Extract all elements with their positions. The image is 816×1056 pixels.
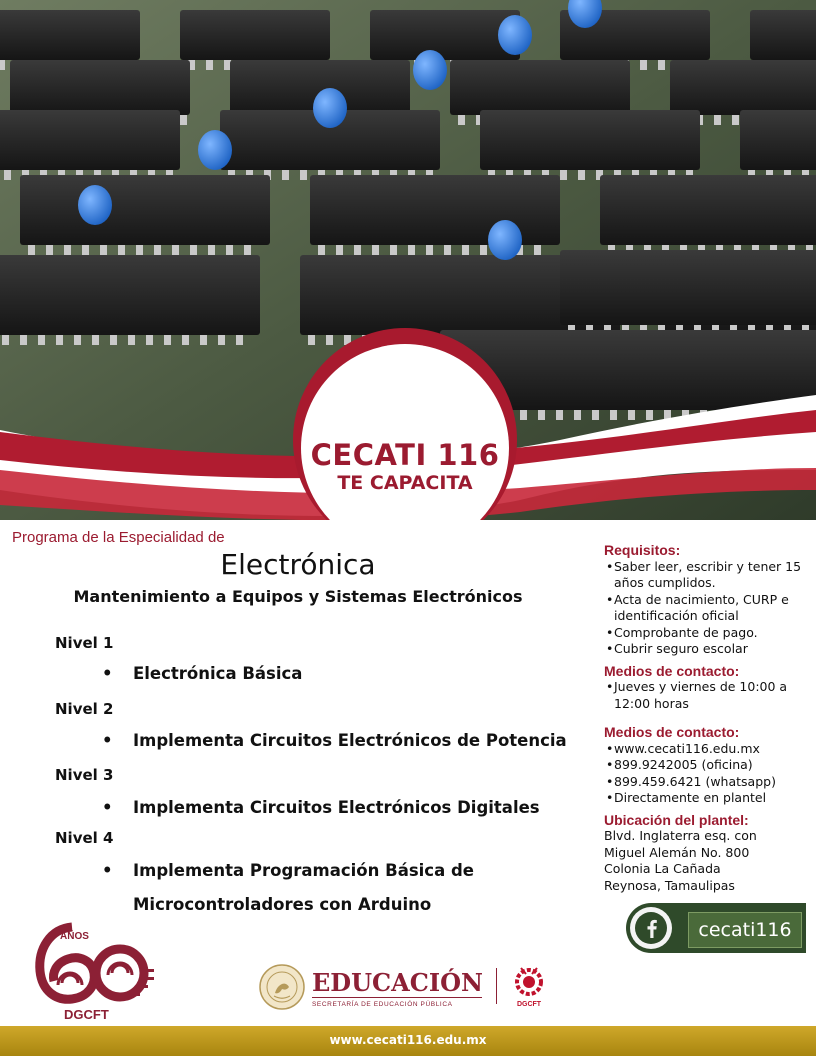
schedule-list [604, 679, 814, 712]
level-4-course-line-2: Microcontroladores con Arduino [133, 895, 432, 914]
dgcft-small-text: DGCFT [516, 1001, 542, 1008]
address-line: Reynosa, Tamaulipas [604, 877, 735, 893]
requirements-heading: Requisitos: [604, 542, 681, 558]
sep-name: SECRETARÍA DE EDUCACIÓN PÚBLICA [312, 997, 482, 1008]
course-name: Implementa Circuitos Electrónicos de Potencia [133, 731, 567, 750]
address-line: Miguel Alemán No. 800 [604, 844, 750, 860]
location-heading: Ubicación del plantel: [604, 811, 749, 828]
program-label: Programa de la Especialidad de [12, 529, 225, 546]
sixty-years-logo [22, 915, 162, 1029]
schedule-heading: Medios de contacto: [604, 662, 740, 679]
list-item: • Acta de nacimiento, CURP e identificación oficial [604, 592, 814, 625]
facebook-icon[interactable] [630, 907, 672, 949]
bullet: • [102, 861, 113, 880]
info-column [604, 542, 814, 894]
course-name: Implementa Programación Básica de [133, 861, 474, 880]
address-line: Blvd. Inglaterra esq. con [604, 828, 757, 843]
badge-subtitle: TE CAPACITA [337, 472, 473, 494]
level-4-course [102, 861, 474, 880]
footer-url-link[interactable]: www.cecati116.edu.mx [329, 1033, 487, 1047]
dgcft-gear-icon [512, 964, 546, 1004]
contact-heading: Medios de contacto: [604, 724, 740, 740]
specialty-subtitle: Mantenimiento a Equipos y Sistemas Electrónicos [73, 587, 523, 606]
level-4-label: Nivel 4 [55, 829, 114, 847]
bullet: • [102, 664, 113, 683]
level-1-label: Nivel 1 [55, 634, 114, 652]
bullet: • [102, 798, 113, 817]
logo-divider [496, 968, 497, 1004]
list-item: • Directamente en plantel [604, 790, 814, 807]
whatsapp-phone[interactable]: • 899.459.6421 (whatsapp) [604, 774, 814, 791]
educacion-wordmark: EDUCACIÓN [312, 968, 483, 997]
badge-title: CECATI 116 [310, 438, 500, 472]
facebook-handle[interactable]: cecati116 [688, 912, 802, 948]
level-3-course [102, 798, 540, 817]
course-name: Implementa Circuitos Electrónicos Digitales [133, 798, 540, 817]
address-line: Colonia La Cañada [604, 861, 721, 876]
website-link[interactable]: • www.cecati116.edu.mx [604, 741, 814, 758]
level-3-label: Nivel 3 [55, 766, 114, 784]
level-1-course [102, 664, 302, 683]
contact-list [604, 741, 814, 807]
list-item: • Cubrir seguro escolar [604, 641, 814, 658]
anniversary-years-text: AÑOS [60, 931, 89, 942]
anniversary-org-text: DGCFT [64, 1007, 109, 1022]
list-item: • Comprobante de pago. [604, 625, 814, 642]
level-2-label: Nivel 2 [55, 700, 114, 718]
list-item: • Saber leer, escribir y tener 15 años cumplidos. [604, 559, 814, 592]
requirements-list [604, 559, 814, 658]
office-phone[interactable]: • 899.9242005 (oficina) [604, 757, 814, 774]
list-item: • Jueves y viernes de 10:00 a 12:00 horas [604, 679, 814, 712]
level-2-course [102, 731, 567, 750]
specialty-title: Electrónica [220, 548, 376, 581]
bullet: • [102, 731, 113, 750]
mexico-seal-icon [258, 963, 306, 1015]
course-name: Electrónica Básica [133, 664, 303, 683]
